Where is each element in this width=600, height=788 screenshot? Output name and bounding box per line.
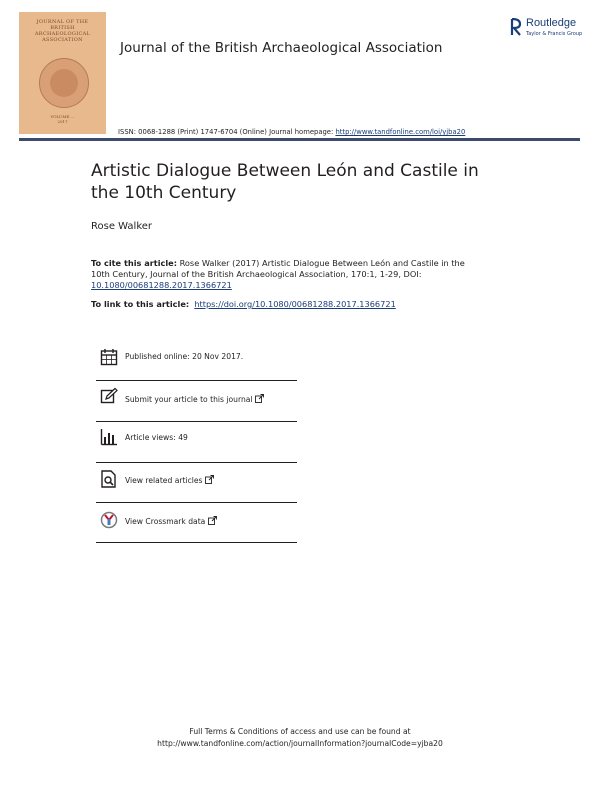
- cover-line: ASSOCIATION: [42, 37, 83, 43]
- published-date: Published online: 20 Nov 2017.: [125, 352, 244, 361]
- logo-subtitle: Taylor & Francis Group: [526, 31, 583, 37]
- cover-footer: [27, 114, 98, 124]
- submit-article-label: Submit your article to this journal: [125, 395, 253, 404]
- crossmark-link[interactable]: [125, 516, 217, 526]
- article-title: Artistic Dialogue Between León and Castile in the 10th Century: [91, 161, 479, 203]
- article-doi-link[interactable]: https://doi.org/10.1080/00681288.2017.1366721: [194, 299, 396, 309]
- cover-seal: [39, 58, 89, 108]
- link-label: To link to this article:: [91, 299, 190, 309]
- journal-title: Journal of the British Archaeological Association: [120, 40, 443, 56]
- routledge-logo-icon: [510, 18, 522, 36]
- logo-name: Routledge: [526, 17, 577, 29]
- footer-terms: Full Terms & Conditions of access and use can be found at: [189, 727, 411, 736]
- citation-label: To cite this article:: [91, 258, 177, 268]
- calendar-icon: [100, 348, 118, 366]
- crossmark-icon: [100, 511, 118, 529]
- cover-line: JOURNAL OF THE: [36, 19, 89, 25]
- bar-chart-icon: [100, 428, 118, 446]
- external-link-icon: [205, 475, 214, 484]
- cover-seal-center: [50, 69, 78, 97]
- header-rule: [19, 138, 580, 141]
- related-articles-icon: [100, 470, 118, 488]
- footer-terms-url[interactable]: http://www.tandfonline.com/action/journalInformation?journalCode=yjba20: [157, 739, 443, 748]
- related-articles-link[interactable]: [125, 475, 214, 485]
- article-views: Article views: 49: [125, 433, 188, 442]
- submit-article-link[interactable]: [125, 394, 264, 404]
- divider: [96, 421, 297, 422]
- journal-homepage-link[interactable]: http://www.tandfonline.com/loi/yjba20: [335, 128, 466, 136]
- divider: [96, 542, 297, 543]
- issn-line: [118, 128, 465, 136]
- citation-text: Rose Walker (2017) Artistic Dialogue Between León and Castile in the 10th Century, Journal of the British Archaeological Association, 170:1, 1-29, DOI:: [91, 258, 465, 279]
- divider: [96, 380, 297, 381]
- divider: [96, 502, 297, 503]
- citation-doi-link[interactable]: 10.1080/00681288.2017.1366721: [91, 280, 232, 290]
- cover-foot-line: VOLUME ...: [50, 114, 75, 119]
- cover-foot-line: 2017: [57, 119, 68, 124]
- crossmark-label: View Crossmark data: [125, 517, 206, 526]
- cover-title: [27, 19, 98, 43]
- divider: [96, 462, 297, 463]
- article-link: [91, 299, 396, 309]
- article-author: Rose Walker: [91, 221, 153, 232]
- external-link-icon: [208, 516, 217, 525]
- cover-line: ARCHAEOLOGICAL: [34, 31, 91, 37]
- footer: [140, 726, 460, 750]
- external-link-icon: [255, 394, 264, 403]
- edit-icon: [100, 387, 118, 405]
- citation: [91, 258, 471, 291]
- related-articles-label: View related articles: [125, 476, 203, 485]
- journal-cover: [19, 12, 106, 134]
- cover-line: BRITISH: [50, 25, 75, 31]
- issn-text: ISSN: 0068-1288 (Print) 1747-6704 (Online) Journal homepage:: [118, 128, 336, 136]
